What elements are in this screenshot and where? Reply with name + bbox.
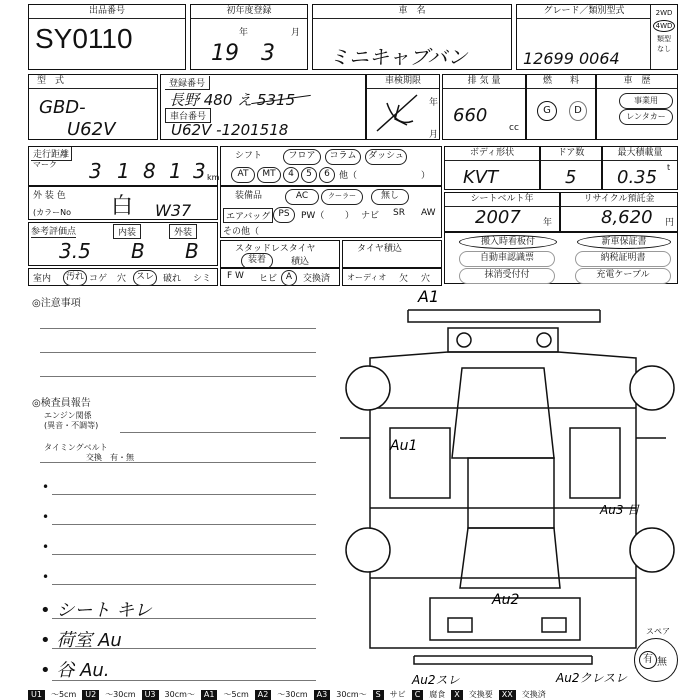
front-left-light xyxy=(457,333,471,347)
inspection-month-label: 月 xyxy=(429,130,439,140)
history-box xyxy=(596,74,678,140)
shift-floor: フロア xyxy=(283,149,321,165)
4wd-option: 4WD xyxy=(653,20,675,32)
rear-window xyxy=(460,528,560,588)
doc-board-label: 搬入時看板付 xyxy=(480,237,535,247)
doc-warranty xyxy=(577,235,671,249)
legend-desc: 腐食 xyxy=(429,690,446,699)
equip-airbag: エアバッグ xyxy=(223,208,273,223)
car-name-label: 車 名 xyxy=(313,5,511,19)
shift-column: コラム xyxy=(325,149,361,165)
color-no-label: (カラーNo xyxy=(33,208,71,217)
none-option: なし xyxy=(657,45,671,53)
legend-desc: ～30cm xyxy=(105,690,136,699)
timing-label: タイミングベルト xyxy=(44,443,108,452)
fuel-label: 燃 料 xyxy=(527,75,595,89)
studless-label: スタッドレスタイヤ xyxy=(235,244,316,254)
shift-other-close: ） xyxy=(421,171,431,181)
fuel-d-option: D xyxy=(569,101,587,121)
inspector-title: ◎検査員報告 xyxy=(32,398,91,409)
doc-cancel: 抹消受付付 xyxy=(459,268,555,284)
exterior-grade-value: B xyxy=(185,239,199,263)
bullet: • xyxy=(42,510,50,524)
doc-cable: 充電ケーブル xyxy=(575,268,671,284)
max-load-label: 最大積載量 xyxy=(603,147,677,161)
bullet: • xyxy=(42,480,50,494)
legend-bar xyxy=(28,690,678,700)
legend-code: XX xyxy=(499,690,516,700)
mark-right: Au3 目 xyxy=(600,503,640,517)
equip-ps: PS xyxy=(273,207,295,223)
bullet: • xyxy=(42,570,50,584)
mark-rear: Au2 xyxy=(492,592,520,608)
legend-desc: ～5cm xyxy=(223,690,249,699)
month-label: 月 xyxy=(291,28,301,38)
wheel-rl-icon xyxy=(346,528,390,572)
body-type-label: ボディ形状 xyxy=(445,147,539,161)
mileage-digit-3: 8 xyxy=(143,159,156,183)
seatbelt-value: 2007 xyxy=(475,207,521,228)
body-panels xyxy=(370,408,636,578)
color-box xyxy=(28,186,218,220)
legend-desc: 交換要 xyxy=(468,690,493,699)
history-rental: レンタカー xyxy=(619,109,673,125)
documents-box xyxy=(444,232,678,284)
spare-label: スペア xyxy=(646,627,670,636)
note-3: • 谷 Au. xyxy=(40,660,110,681)
doors-value: 5 xyxy=(565,167,577,188)
fw-box xyxy=(220,268,340,286)
wheel-rr-icon xyxy=(630,528,674,572)
interior-condition-box xyxy=(28,268,218,286)
cond-hole: 穴 xyxy=(117,274,127,284)
rear-left-light xyxy=(448,618,472,632)
equip-cooler: クーラー xyxy=(321,189,363,205)
fw-replaced: 交換済 xyxy=(303,274,331,284)
seatbelt-box xyxy=(444,192,560,232)
spare-yes: 有 xyxy=(639,651,657,669)
spare-no: 無 xyxy=(657,657,667,668)
grades-box xyxy=(28,222,218,266)
legend-code: C xyxy=(412,690,424,700)
note-3-text: 谷 Au. xyxy=(56,660,110,681)
color-value: 白 xyxy=(111,194,134,219)
mileage-unit: km xyxy=(207,173,220,182)
car-name-box xyxy=(312,4,512,70)
recycle-unit: 円 xyxy=(665,218,675,228)
audio-missing: 欠 xyxy=(399,274,409,284)
shift-6: 6 xyxy=(319,167,335,183)
legend-desc: 交換済 xyxy=(521,690,546,699)
first-registration-label: 初年度登録 xyxy=(191,5,307,19)
legend-desc: ～30cm xyxy=(277,690,308,699)
wheel-fr-icon xyxy=(630,366,674,410)
lot-number-label: 出品番号 xyxy=(29,5,185,19)
fw-a: A xyxy=(281,270,297,286)
displacement-label: 排 気 量 xyxy=(443,75,525,89)
body-type-value: KVT xyxy=(463,167,499,188)
lot-number-box xyxy=(28,4,186,70)
equip-pw-close: ） xyxy=(345,211,355,221)
drive-options xyxy=(650,5,677,69)
shift-mt: MT xyxy=(257,167,281,183)
history-label: 車 歴 xyxy=(597,75,677,89)
inspection-scribble-icon xyxy=(373,91,423,135)
cond-tear: 破れ xyxy=(163,274,182,284)
studless-box xyxy=(220,240,340,268)
grade-box xyxy=(516,4,678,70)
cond-stain: シミ xyxy=(193,274,212,284)
recycle-value: 8,620 xyxy=(601,207,653,228)
displacement-unit: cc xyxy=(509,123,519,133)
max-load-value: 0.35 xyxy=(617,167,658,188)
fw-crack: ヒビ xyxy=(259,274,278,284)
tire-load-label: タイヤ積込 xyxy=(357,244,402,254)
engine-label: エンジン関係 xyxy=(44,411,92,420)
mileage-digit-4: 1 xyxy=(169,159,182,183)
shift-5: 5 xyxy=(301,167,317,183)
shift-other: 他（ xyxy=(339,171,358,181)
studless-loaded: 積込 xyxy=(291,257,310,267)
cond-burn: コゲ xyxy=(89,274,108,284)
tire-load-box xyxy=(342,240,442,268)
mark-rear-right: Au2クレスレ xyxy=(556,671,628,685)
cond-scuff: スレ xyxy=(133,270,157,286)
equip-pw: PW（ xyxy=(301,211,325,221)
first-registration-year: 19 xyxy=(211,41,239,66)
exterior-grade-label: 外装 xyxy=(169,224,197,239)
recycle-label: リサイクル預託金 xyxy=(561,193,677,207)
front-right-light xyxy=(537,333,551,347)
spare-box xyxy=(634,638,678,682)
seatbelt-unit: 年 xyxy=(543,218,553,228)
registration-label: 登録番号 xyxy=(165,76,210,90)
engine-sub-label: (異音・不調等) xyxy=(44,421,99,430)
windshield xyxy=(452,368,554,458)
registration-box xyxy=(160,74,366,140)
audio-hole: 穴 xyxy=(421,274,431,284)
model-value-2: U62V xyxy=(67,119,116,140)
fuel-box xyxy=(526,74,596,140)
legend-code: A3 xyxy=(314,690,331,700)
legend-code: U2 xyxy=(82,690,99,700)
legend-code: S xyxy=(373,690,384,700)
doors xyxy=(390,428,620,498)
doors-box xyxy=(540,146,602,190)
legend-code: A1 xyxy=(201,690,218,700)
legend-code: U1 xyxy=(28,690,45,700)
equip-other: その他（ xyxy=(223,227,260,237)
note-2: • 荷室 Au xyxy=(40,630,122,651)
equipment-label: 装備品 xyxy=(235,191,263,201)
hood xyxy=(448,328,558,352)
audio-box xyxy=(342,268,442,286)
equip-aw: AW xyxy=(421,208,436,218)
mileage-digit-2: 1 xyxy=(117,159,130,183)
mark-left: Au1 xyxy=(390,438,418,454)
equipment-box xyxy=(220,186,442,238)
year-label: 年 xyxy=(239,28,249,38)
doc-board xyxy=(459,235,557,249)
2wd-option: 2WD xyxy=(655,9,673,17)
mileage-digit-5: 3 xyxy=(193,159,206,183)
displacement-value: 660 xyxy=(453,105,488,126)
doc-tax: 納税証明書 xyxy=(575,251,671,267)
interior-grade-value: B xyxy=(131,239,145,263)
front-bumper xyxy=(408,310,600,322)
fuel-g-option: G xyxy=(537,101,557,121)
rear-bumper xyxy=(414,656,592,664)
legend-desc: 30cm～ xyxy=(336,690,367,699)
model-label: 型 式 xyxy=(29,75,157,89)
interior-condition-label: 室内 xyxy=(33,274,52,284)
shift-4: 4 xyxy=(283,167,299,183)
body-type-box xyxy=(444,146,540,190)
interior-grade-label: 内装 xyxy=(113,224,141,239)
max-load-box xyxy=(602,146,678,190)
grade-value: 12699 0064 xyxy=(523,49,620,68)
chassis-label: 車台番号 xyxy=(165,108,211,123)
model-box xyxy=(28,74,158,140)
first-registration-box xyxy=(190,4,308,70)
shift-box xyxy=(220,146,442,186)
recycle-box xyxy=(560,192,678,232)
legend-code: A2 xyxy=(255,690,272,700)
mileage-digit-1: 3 xyxy=(89,159,102,183)
legend-code: X xyxy=(451,690,462,700)
type-option: 類型 xyxy=(657,35,671,43)
inspection-label: 車検期限 xyxy=(367,75,439,89)
mark-rear-left: Au2スレ xyxy=(412,673,460,687)
registration-value: 長野 480 え 5315 xyxy=(169,91,296,109)
equip-none: 無し xyxy=(371,189,409,205)
timing-sub-label: 交換 有・無 xyxy=(86,453,134,462)
color-label: 外 装 色 xyxy=(33,191,66,201)
legend-desc: 30cm～ xyxy=(164,690,195,699)
mileage-mark-label: マーク xyxy=(33,160,57,169)
color-code: W37 xyxy=(155,201,192,220)
mileage-box xyxy=(28,146,218,186)
mark-top: A1 xyxy=(418,288,440,306)
doc-warranty-label: 新車保証書 xyxy=(601,237,647,247)
overall-grade-label: 参考評価点 xyxy=(31,224,76,238)
studless-equipped: 装着 xyxy=(241,253,273,269)
shift-dash: ダッシュ xyxy=(365,149,407,165)
equip-navi: ナビ xyxy=(361,211,380,221)
cond-dirt: 汚れ xyxy=(63,270,87,286)
displacement-box xyxy=(442,74,526,140)
chassis-value: U62V -1201518 xyxy=(171,121,289,139)
notes-title: ◎注意事項 xyxy=(32,298,81,309)
lot-number-value: SY0110 xyxy=(35,23,133,54)
note-1: • シート キレ xyxy=(40,600,152,621)
fw-label: F W xyxy=(227,271,244,281)
car-name-value: ミニキャブバン xyxy=(329,45,468,69)
note-1-text: シート キレ xyxy=(56,600,152,621)
first-registration-month: 3 xyxy=(261,41,275,66)
roof xyxy=(468,458,554,528)
history-business: 事業用 xyxy=(619,93,673,109)
note-2-text: 荷室 Au xyxy=(56,630,122,651)
doors-label: ドア数 xyxy=(541,147,601,161)
equip-ac: AC xyxy=(285,189,319,205)
wheel-fl-icon xyxy=(346,366,390,410)
shift-label: シフト xyxy=(235,151,263,161)
equip-sr: SR xyxy=(393,208,405,218)
max-load-unit: t xyxy=(667,163,671,172)
car-diagram xyxy=(330,288,690,688)
grade-label: グレード／類別型式 xyxy=(517,5,651,19)
inspection-box xyxy=(366,74,440,140)
shift-at: AT xyxy=(231,167,255,183)
seatbelt-label: シートベルト年 xyxy=(445,193,559,207)
bullet: • xyxy=(42,540,50,554)
legend-code: U3 xyxy=(142,690,159,700)
rear-right-light xyxy=(542,618,566,632)
mileage-label: 走行距離 xyxy=(31,147,72,161)
overall-grade-value: 3.5 xyxy=(59,239,91,263)
doc-id: 自動車認識票 xyxy=(459,251,555,267)
legend-desc: ～5cm xyxy=(50,690,77,699)
inspection-year-label: 年 xyxy=(429,98,439,108)
model-value-1: GBD- xyxy=(39,97,86,118)
legend-desc: サビ xyxy=(389,690,406,699)
audio-label: オーディオ xyxy=(347,273,387,282)
